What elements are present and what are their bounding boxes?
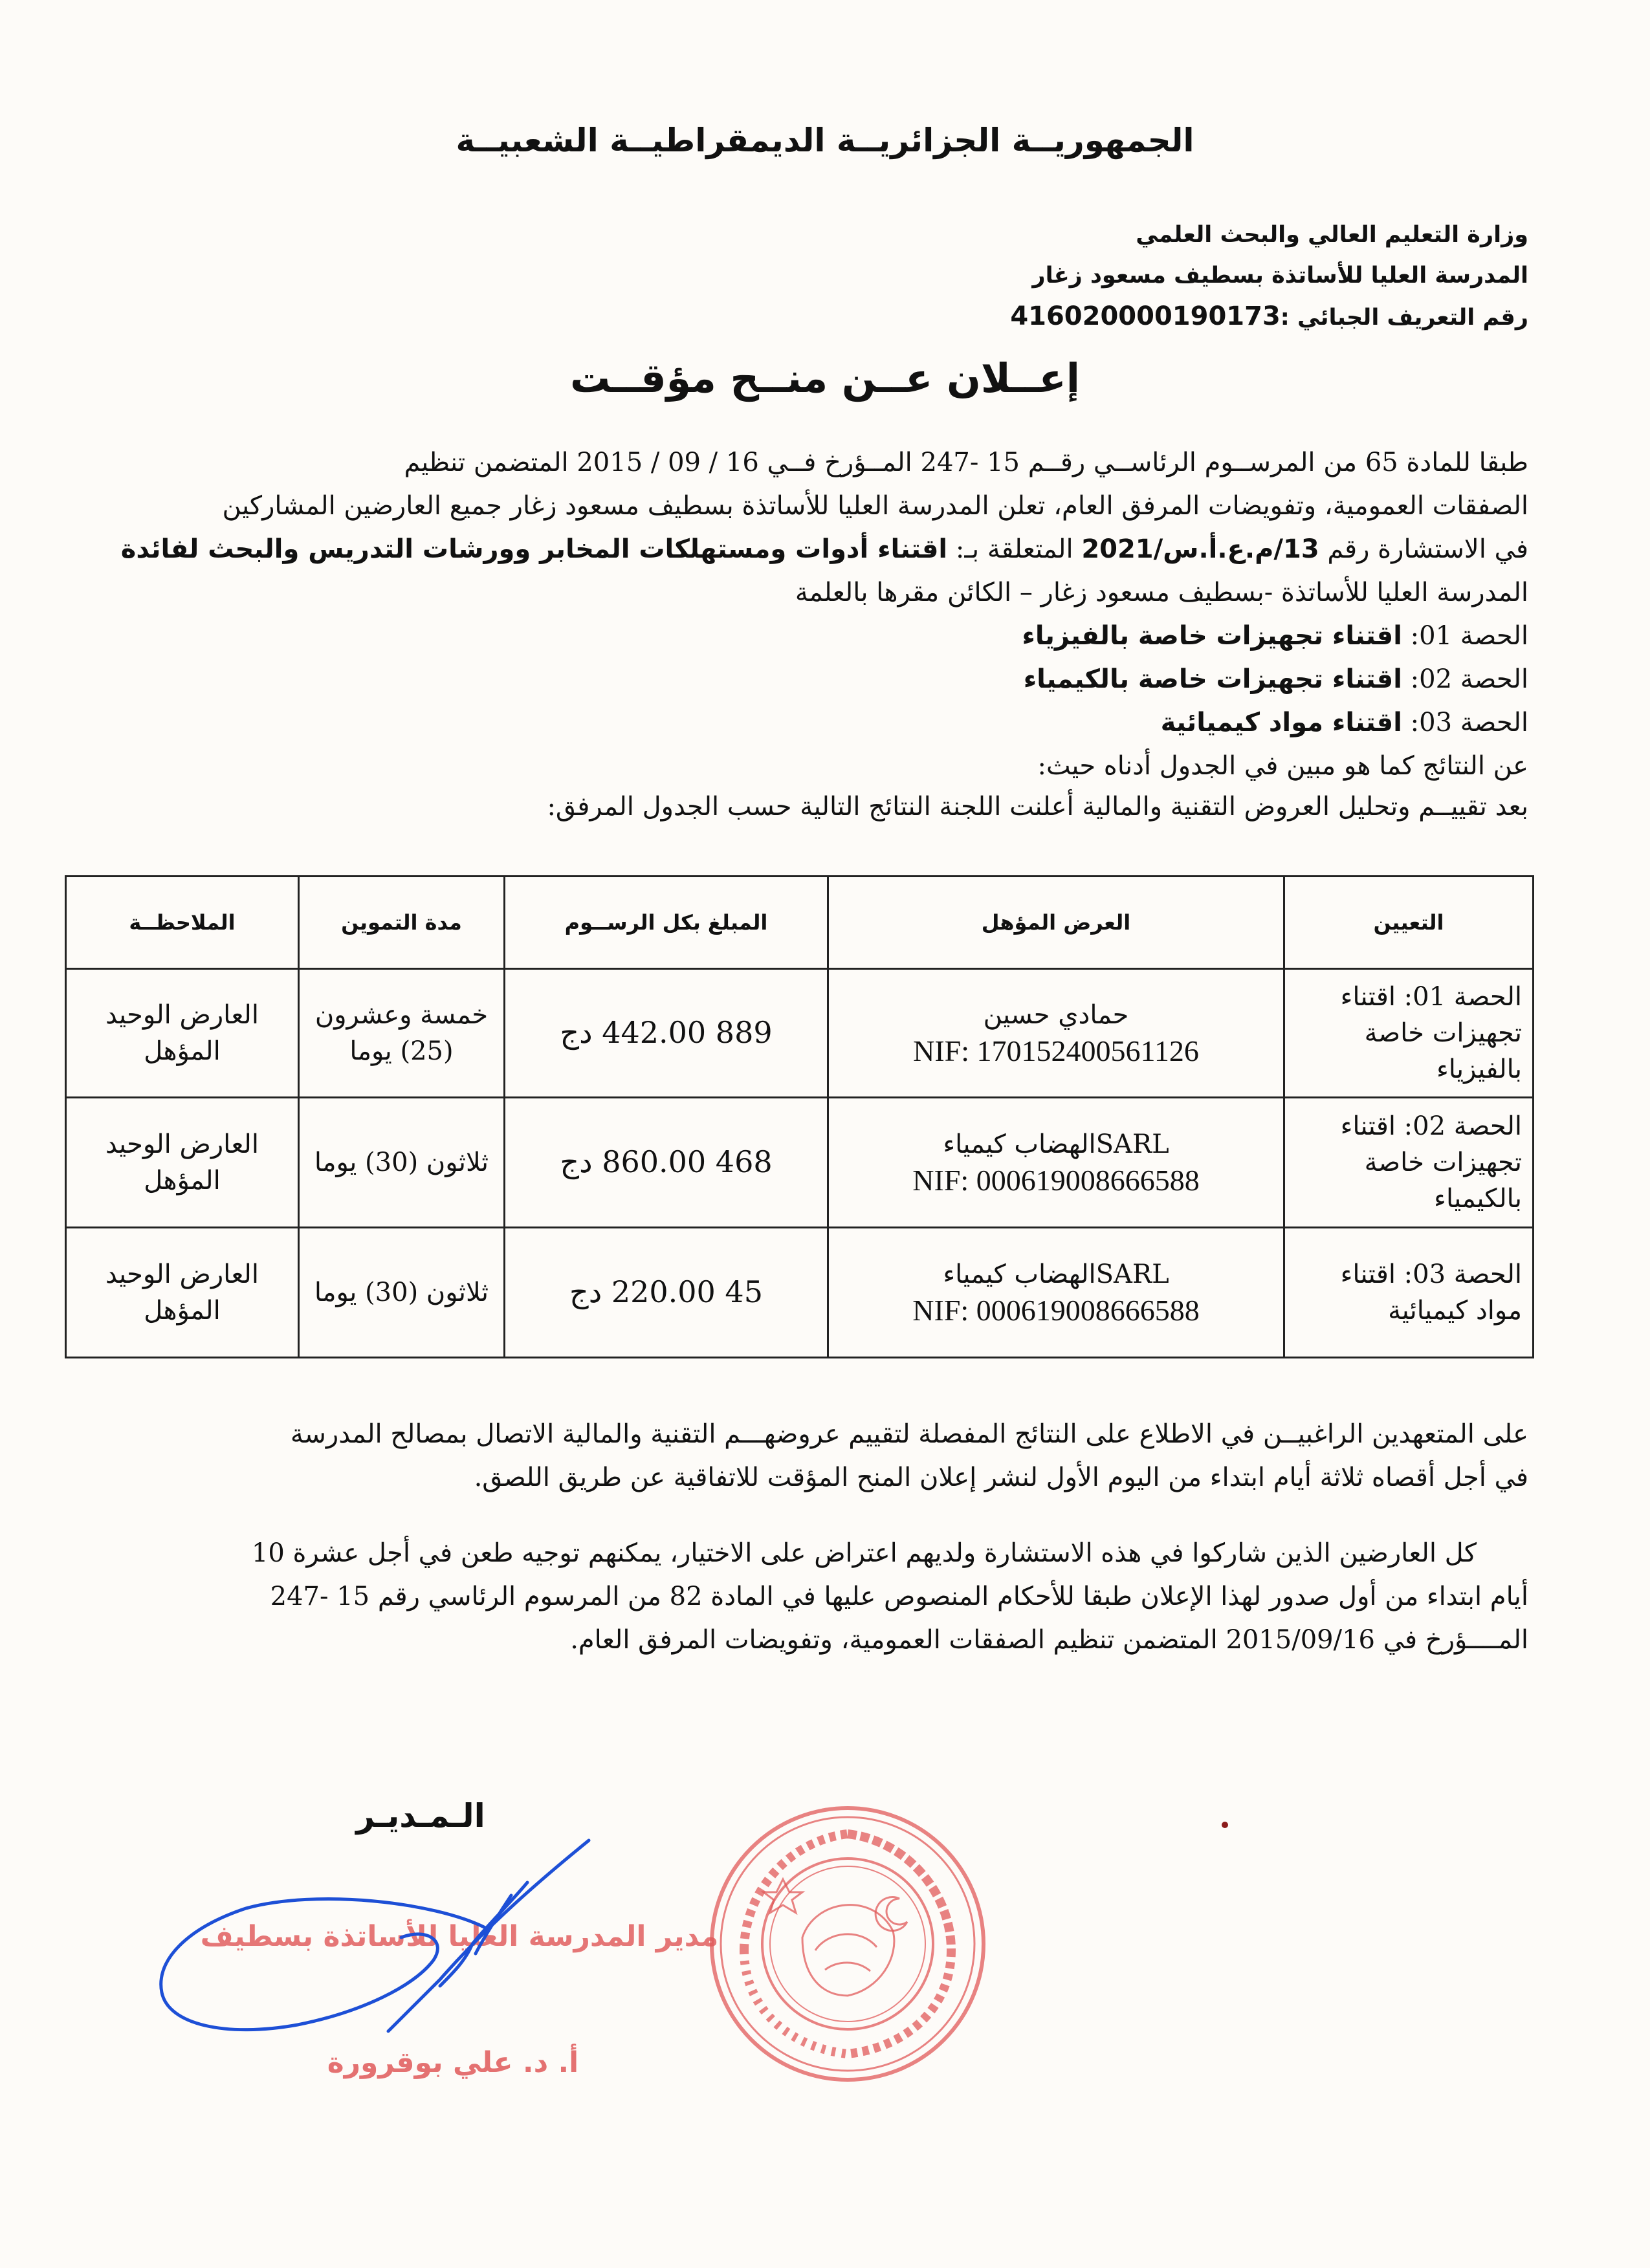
row-bidder — [828, 1228, 1284, 1358]
table-header-row — [66, 877, 1534, 969]
closing-2-line-3: المــــؤرخ في 2015/09/16 المتضمن تنظيم الصفقات العمومية، وتفويضات المرفق العام. — [570, 1625, 1528, 1655]
bidder-nif: NIF: 170152400561126 — [913, 1034, 1199, 1067]
row-designation: الحصة 03: اقتناء مواد كيميائية — [1284, 1228, 1534, 1358]
amount-value: 468 860.00 دج — [560, 1144, 773, 1179]
table-row — [66, 1098, 1534, 1228]
table-row — [66, 969, 1534, 1098]
school-name: المدرسة العليا للأساتذة بسطيف مسعود زغار — [1032, 263, 1528, 289]
header-duration: مدة التموين — [299, 877, 505, 969]
stamp-title-text: مدير المدرسة العليا للأساتذة بسطيف — [200, 1920, 719, 1953]
row-note: العارض الوحيد المؤهل — [66, 969, 299, 1098]
bidder-name: حمادي حسين — [983, 1000, 1129, 1030]
tax-id-line — [558, 296, 1528, 338]
closing-1-line-2: في أجل أقصاه ثلاثة أيام ابتداء من اليوم الأول لنشر إعلان المنح المؤقت للاتفاقية عن طريق اللصق. — [474, 1463, 1528, 1492]
consultation-number: 13/م.ع.أ.س/2021 — [1081, 534, 1319, 564]
header-bidder: العرض المؤهل — [828, 877, 1284, 969]
amount-value: 889 442.00 دج — [560, 1014, 773, 1050]
header-designation: التعيين — [1284, 877, 1534, 969]
closing-paragraph-2 — [118, 1532, 1528, 1662]
republic-heading: الجمهوريــة الجزائريــة الديمقراطيــة الشعبيــة — [456, 122, 1194, 159]
lot-1-line — [118, 615, 1528, 658]
intro-line-4: المدرسة العليا للأساتذة -بسطيف مسعود زغار – الكائن مقرها بالعلمة — [795, 578, 1528, 607]
bidder-name: SARLالهضاب كيمياء — [943, 1259, 1169, 1289]
header-note: الملاحظــة — [66, 877, 299, 969]
row-note: العارض الوحيد المؤهل — [66, 1228, 299, 1358]
lot-1-name: اقتناء تجهيزات خاصة بالفيزياء — [1022, 621, 1402, 651]
row-designation: الحصة 02: اقتناء تجهيزات خاصة بالكيمياء — [1284, 1098, 1534, 1228]
header-amount: المبلغ بكل الرســوم — [505, 877, 828, 969]
tax-id-value: 416020000190173 — [1010, 301, 1281, 331]
row-amount — [505, 969, 828, 1098]
ministry-name: وزارة التعليم العالي والبحث العلمي — [1136, 222, 1528, 248]
evaluation-line: بعد تقييــم وتحليل العروض التقنية والمالية أعلنت اللجنة النتائج التالية حسب الجدول المرفق: — [547, 792, 1528, 822]
stamp-name-text: أ. د. علي بوقرورة — [327, 2046, 579, 2079]
results-intro: عن النتائج كما هو مبين في الجدول أدناه حيث: — [1037, 751, 1528, 781]
results-table — [65, 875, 1534, 1358]
row-duration: ثلاثون (30) يوما — [299, 1098, 505, 1228]
director-title: الـمـديـر — [356, 1797, 485, 1835]
lot-3-line — [118, 701, 1528, 745]
tax-id-label: رقم التعريف الجبائي : — [1280, 305, 1528, 331]
official-seal-icon — [705, 1802, 990, 2086]
intro-line-3 — [118, 528, 1528, 571]
row-amount — [505, 1228, 828, 1358]
table-row — [66, 1228, 1534, 1358]
intro-line-2: الصفقات العمومية، وتفويضات المرفق العام، تعلن المدرسة العليا للأساتذة بسطيف مسعود زغار جميع العارضين المشاركين — [222, 491, 1528, 521]
intro-line-1: طبقا للمادة 65 من المرســوم الرئاســي رقــم 15 -247 المــؤرخ فــي 16 / 09 / 2015 المتضمن تنظيم — [404, 448, 1528, 477]
lot-2-name: اقتناء تجهيزات خاصة بالكيمياء — [1023, 664, 1402, 694]
consultation-subject: اقتناء أدوات ومستهلكات المخابر وورشات التدريس والبحث لفائدة — [120, 534, 948, 564]
lot-3-name: اقتناء مواد كيميائية — [1160, 708, 1402, 737]
bidder-name: SARLالهضاب كيمياء — [943, 1129, 1169, 1159]
row-note: العارض الوحيد المؤهل — [66, 1098, 299, 1228]
row-bidder — [828, 969, 1284, 1098]
closing-1-line-1: على المتعهدين الراغبيــن في الاطلاع على النتائج المفصلة لتقييم عروضهـــم التقنية والمالية الاتصال بمصالح المدرسة — [290, 1419, 1528, 1449]
closing-paragraph-1 — [118, 1413, 1528, 1499]
bidder-nif: NIF: 000619008666588 — [912, 1164, 1200, 1197]
row-duration: ثلاثون (30) يوما — [299, 1228, 505, 1358]
consultation-label: في الاستشارة رقم — [1327, 534, 1528, 564]
row-designation: الحصة 01: اقتناء تجهيزات خاصة بالفيزياء — [1284, 969, 1534, 1098]
row-amount — [505, 1098, 828, 1228]
lot-1-label: الحصة 01: — [1402, 621, 1528, 651]
ink-dot — [1222, 1822, 1228, 1828]
amount-value: 45 220.00 دج — [569, 1274, 763, 1309]
row-duration: خمسة وعشرون (25) يوما — [299, 969, 505, 1098]
lot-2-line — [118, 658, 1528, 701]
intro-paragraph — [118, 441, 1528, 825]
handwritten-signature-icon — [149, 1831, 641, 2064]
row-bidder — [828, 1098, 1284, 1228]
consultation-link-text: المتعلقة بـ: — [947, 534, 1082, 564]
closing-2-line-2: أيام ابتداء من أول صدور لهذا الإعلان طبقا للأحكام المنصوص عليها في المادة 82 من المرسوم الرئاسي رقم 15 -247 — [270, 1582, 1528, 1611]
lot-3-label: الحصة 03: — [1402, 708, 1528, 737]
closing-2-line-1: كل العارضين الذين شاركوا في هذه الاستشارة ولديهم اعتراض على الاختيار، يمكنهم توجيه طعن في أجل عشرة 10 — [251, 1538, 1477, 1568]
document-title: إعــلان عــن منــح مؤقــت — [570, 354, 1080, 402]
bidder-nif: NIF: 000619008666588 — [912, 1294, 1200, 1327]
issuer-block — [558, 215, 1528, 338]
lot-2-label: الحصة 02: — [1402, 664, 1528, 694]
